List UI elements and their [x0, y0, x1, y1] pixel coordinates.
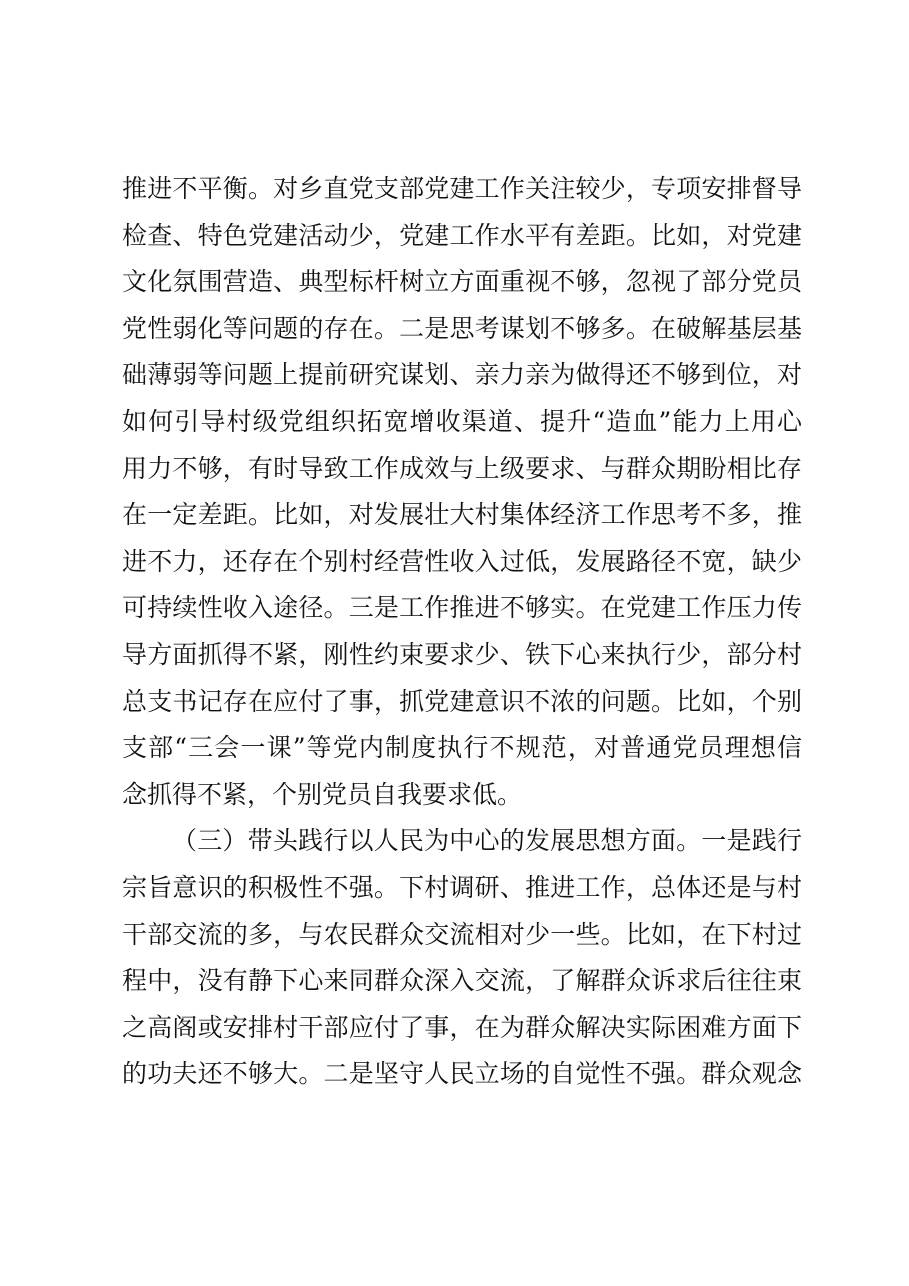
body-text — [122, 166, 802, 1098]
text-line: 干部交流的多，与农民群众交流相对少一些。比如，在下村过 — [122, 919, 802, 949]
text-line: 可持续性收入途径。三是工作推进不够实。在党建工作压力传 — [122, 593, 802, 623]
paragraph-end-line: 念抓得不紧，个别党员自我要求低。 — [122, 779, 523, 809]
section-heading-line: （三）带头践行以人民为中心的发展思想方面。一是践行 — [172, 826, 802, 856]
text-line: 文化氛围营造、典型标杆树立方面重视不够，忽视了部分党员 — [122, 267, 802, 297]
text-line: 导方面抓得不紧，刚性约束要求少、铁下心来执行少，部分村 — [122, 639, 802, 669]
text-line: 宗旨意识的积极性不强。下村调研、推进工作，总体还是与村 — [122, 872, 802, 902]
text-line: 推进不平衡。对乡直党支部党建工作关注较少，专项安排督导 — [122, 174, 802, 203]
text-line: 进不力，还存在个别村经营性收入过低，发展路径不宽，缺少 — [122, 546, 802, 576]
text-line: 用力不够，有时导致工作成效与上级要求、与群众期盼相比存 — [122, 453, 802, 483]
text-line: 础薄弱等问题上提前研究谋划、亲力亲为做得还不够到位，对 — [122, 360, 802, 390]
text-line: 支部“三会一课”等党内制度执行不规范，对普通党员理想信 — [122, 733, 802, 763]
text-line: 之高阁或安排村干部应付了事，在为群众解决实际困难方面下 — [122, 1012, 802, 1042]
text-line: 在一定差距。比如，对发展壮大村集体经济工作思考不多，推 — [122, 500, 802, 530]
text-line: 检查、特色党建活动少，党建工作水平有差距。比如，对党建 — [122, 220, 802, 250]
text-line: 党性弱化等问题的存在。二是思考谋划不够多。在破解基层基 — [122, 313, 802, 343]
text-line: 程中，没有静下心来同群众深入交流，了解群众诉求后往往束 — [122, 966, 802, 996]
text-line: 总支书记存在应付了事，抓党建意识不浓的问题。比如，个别 — [122, 686, 802, 716]
text-line: 的功夫还不够大。二是坚守人民立场的自觉性不强。群众观念 — [122, 1059, 802, 1089]
text-line: 如何引导村级党组织拓宽增收渠道、提升“造血”能力上用心 — [122, 406, 802, 436]
